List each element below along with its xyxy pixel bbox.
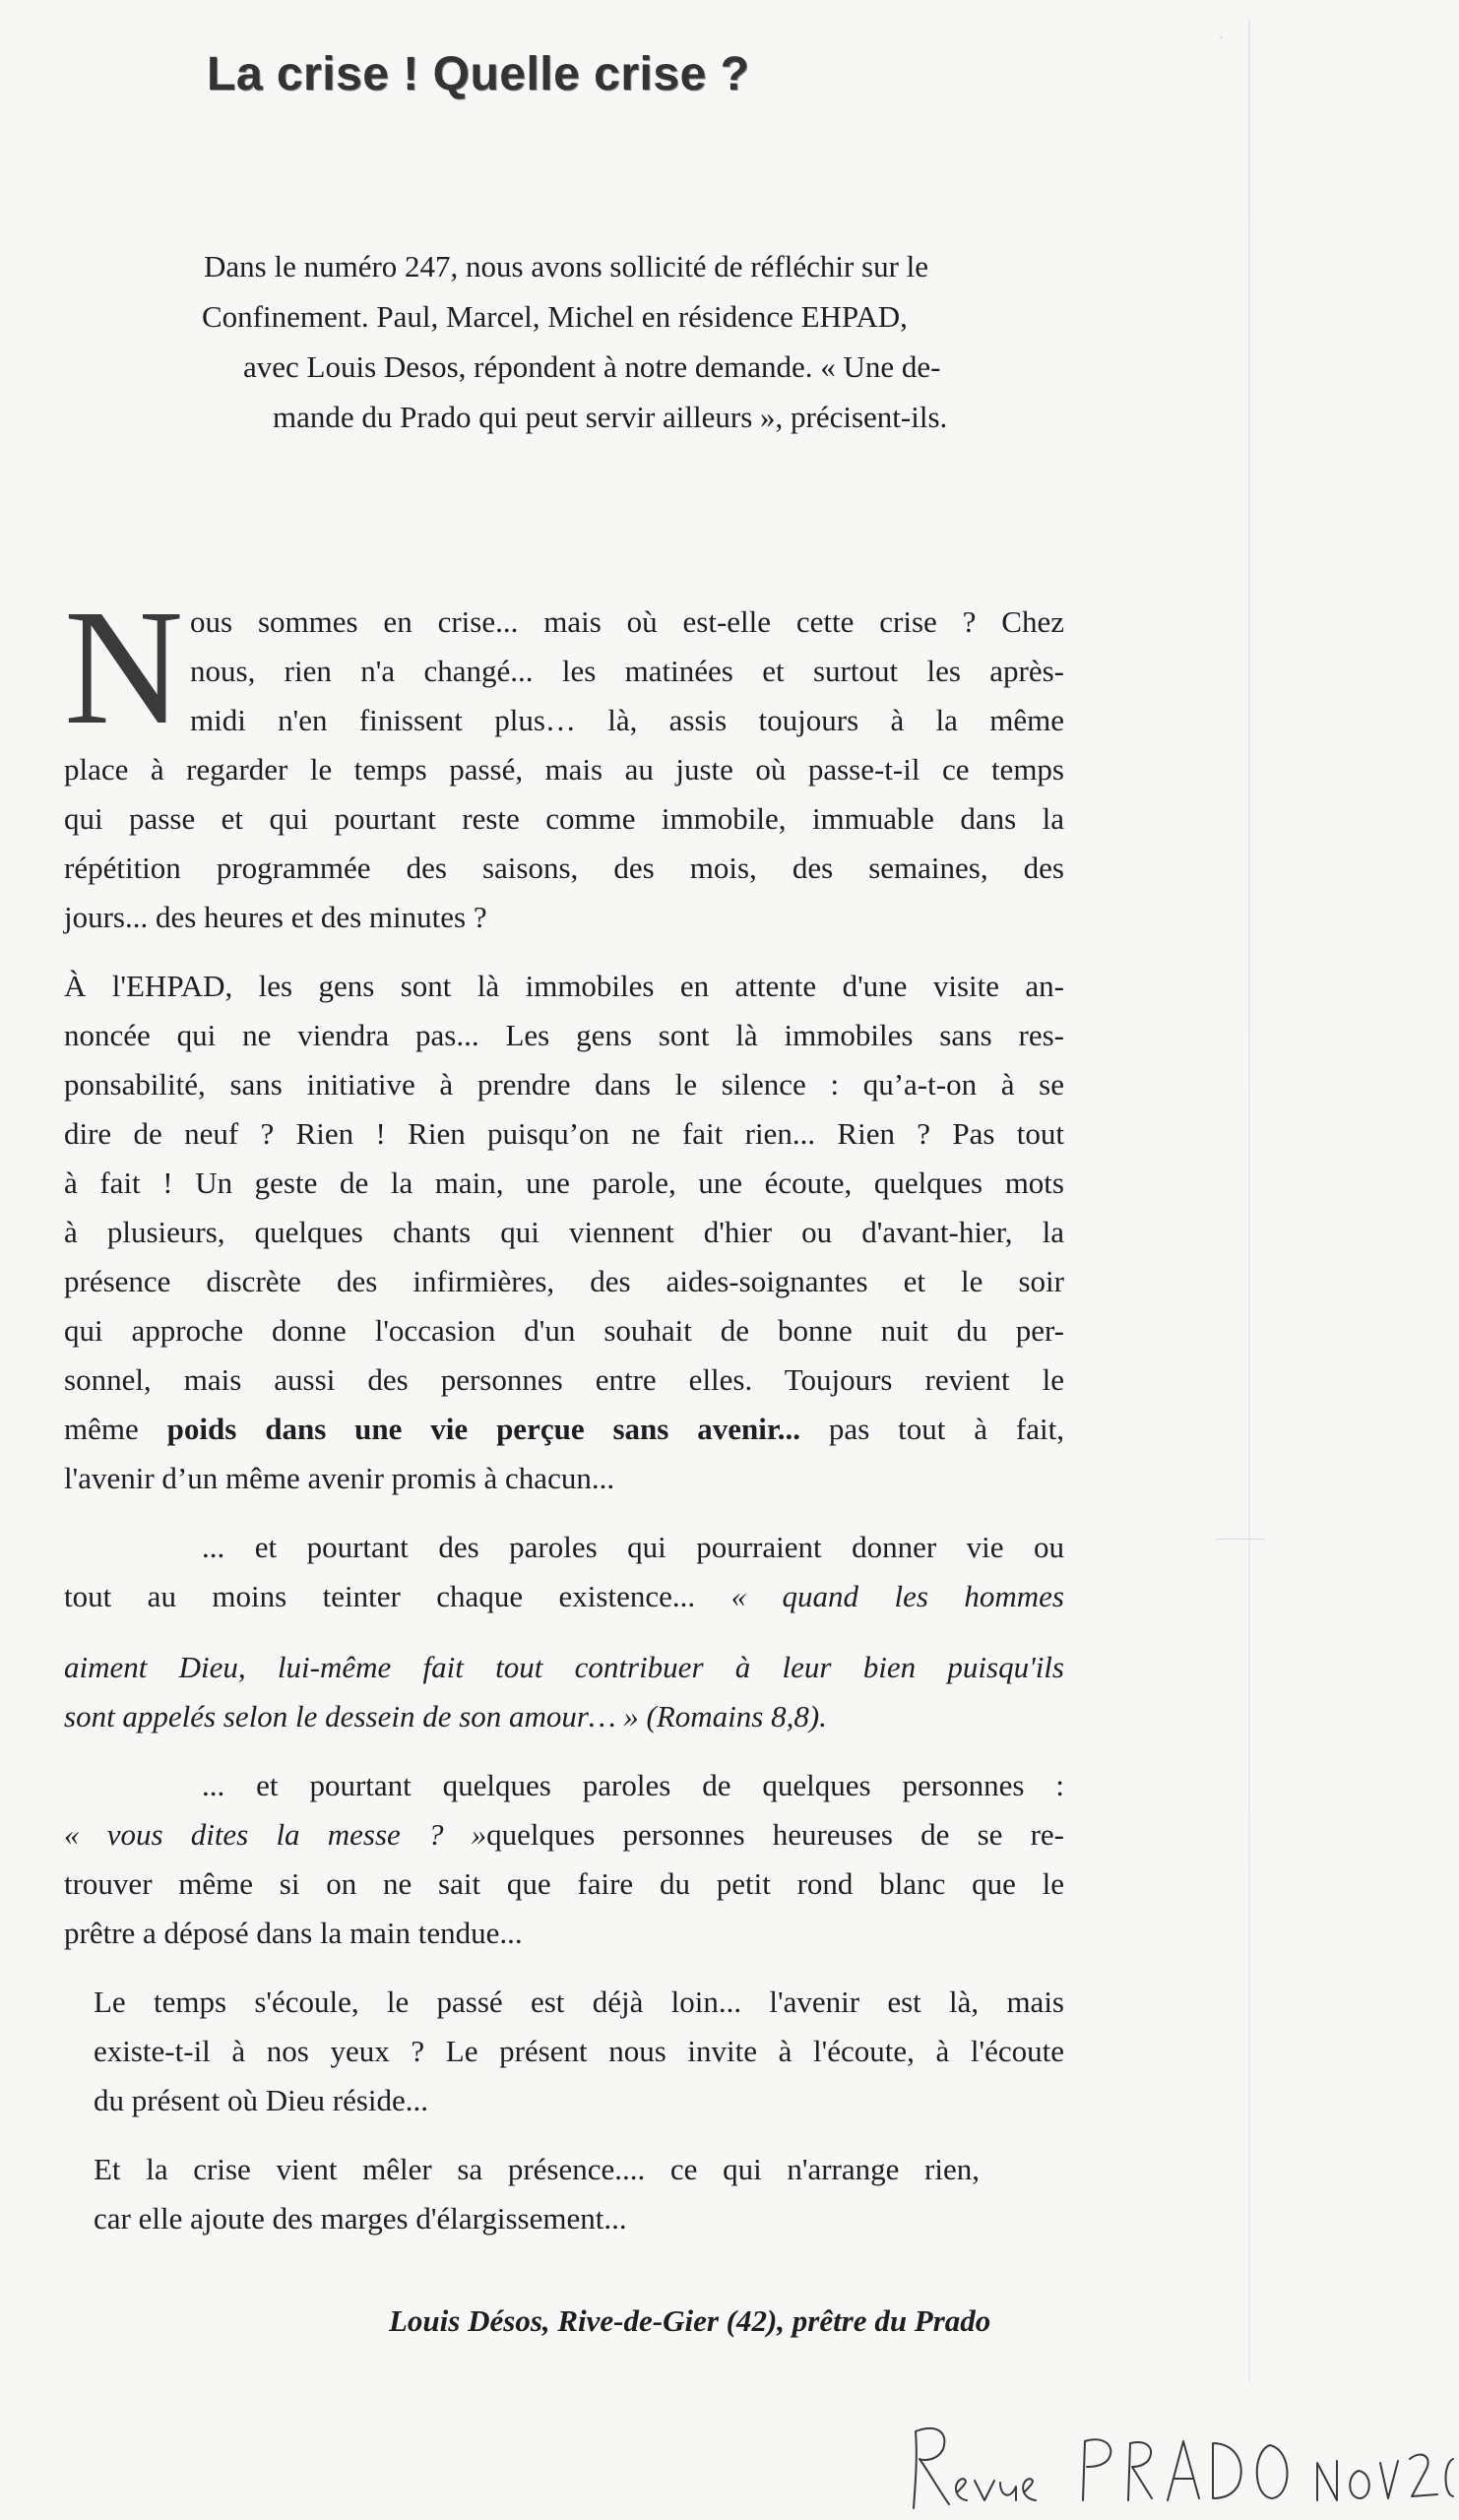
paragraph-3 [64, 1523, 1064, 1741]
author-signature: Louis Désos, Rive-de-Gier (42), prêtre du Prado [389, 2303, 991, 2338]
text-line: Et la crise vient mêler sa présence.... ce qui n'arrange rien, [94, 2152, 980, 2186]
drop-cap: N [64, 576, 184, 759]
text-line: car elle ajoute des marges d'élargissement... [94, 2201, 627, 2236]
text-line: présence discrète des infirmières, des aides-soignantes et le soir [64, 1264, 1064, 1298]
quote-fragment: « quand les hommes [730, 1579, 1064, 1613]
text-line: à plusieurs, quelques chants qui viennent d'hier ou d'avant-hier, la [64, 1215, 1064, 1249]
text-line: du présent où Dieu réside... [94, 2083, 429, 2117]
article-intro [202, 241, 1063, 442]
scan-artifact-line [1216, 1539, 1265, 1540]
text-line: ponsabilité, sans initiative à prendre dans le silence : qu’a-t-on à se [64, 1067, 1064, 1102]
paragraph-5 [64, 1978, 1064, 2125]
intro-line: Dans le numéro 247, nous avons sollicité de réfléchir sur le [204, 249, 929, 284]
text-line-with-emphasis [64, 1405, 1064, 1454]
article-title: La crise ! Quelle crise ? [207, 48, 750, 100]
quote-line: aiment Dieu, lui-même fait tout contribuer à leur bien puisqu'ils [64, 1650, 1064, 1684]
text-line: dire de neuf ? Rien ! Rien puisqu’on ne fait rien... Rien ? Pas tout [64, 1116, 1064, 1151]
quote-line: sont appelés selon le dessein de son amour… » (Romains 8,8). [64, 1699, 827, 1733]
text-line: qui approche donne l'occasion d'un souhait de bonne nuit du per- [64, 1313, 1064, 1348]
text-line: nous, rien n'a changé... les matinées et surtout les après- [190, 654, 1064, 688]
text-line: ous sommes en crise... mais où est-elle cette crise ? Chez [190, 604, 1064, 639]
text-fragment: même [64, 1412, 167, 1446]
text-fragment: pas tout à fait, [800, 1412, 1064, 1446]
paragraph-1 [64, 576, 1064, 942]
intro-line: mande du Prado qui peut servir ailleurs », précisent-ils. [273, 400, 948, 434]
bold-emphasis: poids dans une vie perçue sans avenir... [166, 1412, 801, 1446]
quote-fragment: « vous dites la messe ? » [64, 1817, 487, 1852]
text-line-with-quote [64, 1810, 1064, 1859]
text-line: trouver même si on ne sait que faire du petit rond blanc que le [64, 1866, 1064, 1901]
text-line-with-quote [64, 1572, 1064, 1621]
paragraph-2 [64, 962, 1064, 1503]
intro-line: avec Louis Desos, répondent à notre demande. « Une de- [243, 349, 941, 384]
text-line: qui passe et qui pourtant reste comme immobile, immuable dans la [64, 801, 1064, 836]
handwritten-annotation [906, 2402, 1457, 2520]
text-line: l'avenir d’un même avenir promis à chacun... [64, 1461, 615, 1495]
intro-line: Confinement. Paul, Marcel, Michel en résidence EHPAD, [202, 299, 908, 334]
text-line: répétition programmée des saisons, des mois, des semaines, des [64, 850, 1064, 885]
article-body [64, 576, 1064, 2263]
text-fragment: tout au moins teinter chaque existence... [64, 1579, 731, 1613]
text-line: midi n'en finissent plus… là, assis toujours à la même [190, 703, 1064, 737]
text-line: À l'EHPAD, les gens sont là immobiles en attente d'une visite an- [64, 969, 1064, 1003]
text-fragment: quelques personnes heureuses de se re- [486, 1817, 1064, 1852]
text-line: noncée qui ne viendra pas... Les gens sont là immobiles sans res- [64, 1018, 1064, 1052]
text-line: Le temps s'écoule, le passé est déjà loin... l'avenir est là, mais [94, 1984, 1064, 2019]
text-line: jours... des heures et des minutes ? [64, 900, 487, 934]
text-line: ... et pourtant des paroles qui pourraient donner vie ou [202, 1530, 1064, 1564]
text-line: prêtre a déposé dans la main tendue... [64, 1916, 523, 1950]
text-line: sonnel, mais aussi des personnes entre elles. Toujours revient le [64, 1362, 1064, 1397]
text-line: existe-t-il à nos yeux ? Le présent nous invite à l'écoute, à l'écoute [94, 2034, 1064, 2068]
paragraph-4 [64, 1761, 1064, 1958]
page-edge-shadow [1248, 20, 1250, 2382]
paragraph-6 [64, 2145, 980, 2243]
text-line: place à regarder le temps passé, mais au juste où passe-t-il ce temps [64, 752, 1064, 787]
scan-mark: · [1219, 32, 1224, 46]
text-line: à fait ! Un geste de la main, une parole, une écoute, quelques mots [64, 1166, 1064, 1200]
text-line: ... et pourtant quelques paroles de quelques personnes : [202, 1768, 1064, 1802]
